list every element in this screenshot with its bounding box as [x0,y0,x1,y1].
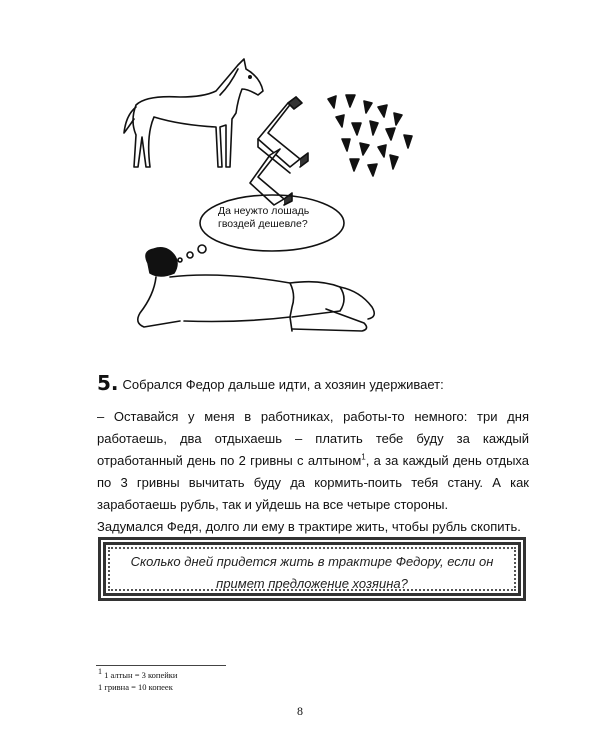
footnote-2: 1 гривна = 10 копеек [98,682,173,692]
footnote-1-number: 1 [98,667,102,677]
question-frame [98,537,526,601]
horse-drawing [124,59,263,167]
problem-lead [97,372,529,396]
problem-speech [97,406,529,516]
zigzag-shape [250,97,308,205]
footnote-1 [98,669,177,681]
problem-closing: Задумался Федя, долго ли ему в трактире жить, чтобы рубль скопить. [97,519,521,534]
question-text: Сколько дней придется жить в трактире Федору, если он примет предложение хозяина? [130,554,494,591]
problem-number: 5. [97,371,119,395]
problem-text [97,372,529,538]
speech-part2: , а за каждый день отдыха по 3 гривны вычитать буду да кормить-поить тебя стану. А как заработаешь рубль, так и уйдешь на все четыре стороны. [97,453,529,512]
footnote-ref: 1 [361,452,366,462]
footnote-1-text: 1 алтын = 3 копейки [104,670,178,680]
speech-part1: – Оставайся у меня в работниках, работы-то немного: три дня работаешь, два отдыхаешь – платить тебе буду за каждый отработанный день по 2 гривны с алтыном [97,409,529,468]
footnote-divider [96,665,226,666]
boy-drawing [138,248,375,331]
problem-lead-text: Собрался Федор дальше идти, а хозяин удерживает: [122,377,444,392]
nails-drawing [328,95,412,176]
page-number: 8 [297,704,303,718]
footnotes [96,669,177,693]
thought-bubble-text: Да неужто лошадь гвоздей дешевле? [218,205,310,230]
